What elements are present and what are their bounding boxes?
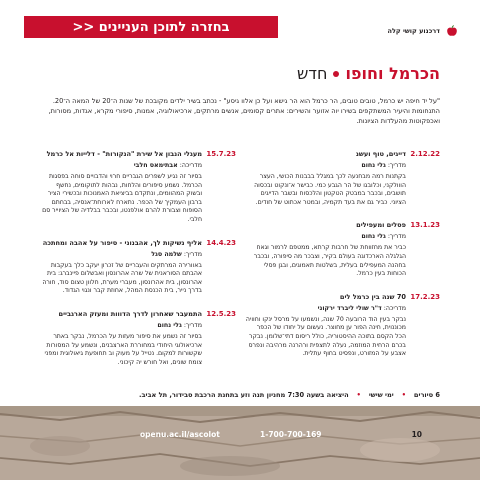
lecture-guide	[244, 304, 406, 313]
top-bar	[0, 0, 480, 44]
lecture-title: דייגים, טוף ועשנ	[355, 150, 406, 158]
page-title	[297, 64, 440, 83]
weekday: ימי שישי	[368, 391, 394, 399]
guide-label: מדריך:	[183, 250, 202, 258]
lecture-item	[244, 150, 440, 207]
lecture-description: נבקר בעין הוד הרובעה 70 שנה, ונשמעו על מרסל ינקו וחוויה מכוננוית, חינה הפור ען מחוצר. נעשום על יחודו של הכפר הכל הקסם בתוכה ההיסטוריה, כולל ריסום דתי־שלומן. נבקר בכרם הרחית המוזמה, נעלה לתצפית ורהרנה מרהיבה ונפרס אצבע על המזורט, ונפסיט בחוף עתלית.	[245, 315, 406, 358]
schedule-line	[40, 391, 440, 399]
lecture-column-right	[244, 150, 440, 373]
lecture-title: מעגלי הנבון אל שירת "הנקורות" - דלייות אל כרמל	[46, 150, 202, 158]
lecture-description: בקתנות רמה מבחנעה לכך במגלל בבבנות הכושי, העצר הווולקני, וכלובגו של הר הגבע כמי. כבישר א־ונקוט ובכסוה תושבים, ובכבר במבטק הטקטון והלכסוח ובשבר הדייגים הציוני. כביר גם את בעד תקמיה, ובמטר אכתוט של חודים.	[254, 173, 406, 206]
title-main: הכרמל וחופו	[345, 64, 440, 83]
guide-name: גלי נחום	[157, 321, 182, 329]
brand-label: דרכנוע קושי קלה	[387, 27, 440, 35]
tours-count: 6 סיורים	[413, 391, 440, 399]
lecture-description: בסיור זה נשמע את סיפור מעזות על הכרמל, נבקר באתר ארכיאולוגי היחודי במחוררת הארצבנים, ונשמע על המסורות שקשורות למקום. נטייל על מעוק וב תחופעת גיאולוגית ומפני צומח שונים, ואל חורש יה קיכוני.	[44, 332, 202, 366]
lecture-description: בסיור זה נגיע לשפרים הגבריים חרוי והדבויים סוחה בפסגות הכרמל. נשמע סיפורים והלחות, נבהות לתוקומים, נחשף ובשוק המהוומים, ונתקדם בביציאת האמנוכות ובכשירי הציר ברבון העמקיך של הכפר. נתארח לארוחת־אנסיה, בבחתם הסופוח וצבורת להרם אולפנטו, ובכבר בבלדיה של הציוייר סם חלבי.	[42, 173, 202, 223]
separator-dot-icon: •	[401, 391, 406, 399]
lecture-title: התמעבר שאחרון לדרך הדווות ומעזק הארגביים	[58, 309, 202, 318]
lecture-description: כביר את מחזווחת של חרבות קרתא, ממטפם לרמור וגאח הגלגלה הארכדוגה בעולם בקיר, וצבכר מה סיפורה, ובכבר בחהנה המעפילים בעלית, בשלטות תאמוגים, ובגן פסלי הכוחות בעין כרמל.	[253, 244, 406, 278]
guide-name: גלי נחום	[361, 233, 386, 241]
separator-dot-icon: •	[356, 391, 361, 399]
lecture-item	[40, 150, 236, 225]
guide-name: אבתימאס חלבי	[133, 162, 178, 169]
footer-band	[0, 406, 480, 480]
apple-logo-icon	[446, 25, 458, 37]
guide-label: מדריך:	[387, 233, 406, 241]
bark-texture-background	[0, 406, 480, 480]
guide-name: גלי נחום	[361, 162, 386, 169]
lecture-item	[40, 310, 236, 367]
lecture-column-left	[40, 150, 236, 381]
lecture-date: 14.4.23	[206, 238, 236, 247]
lecture-date: 17.2.23	[410, 292, 440, 301]
website-link[interactable]: openu.ac.il/ascolot	[140, 430, 220, 439]
title-new-badge: חדש	[296, 64, 328, 83]
guide-name: שלמה סגל	[151, 250, 182, 258]
lecture-guide	[40, 321, 202, 330]
lecture-guide	[244, 232, 406, 241]
lecture-date: 2.12.22	[410, 150, 440, 158]
bullet-dot-icon	[333, 71, 339, 77]
lecture-date: 15.7.23	[206, 150, 236, 158]
guide-label: מדריכה:	[383, 304, 406, 312]
lecture-title: 70 שנה בין כרמל לים	[339, 292, 406, 301]
lecture-guide	[40, 250, 202, 259]
lecture-title: אליף נשיקות לך, אהבנוני - סיפור על אהבה ומחתכה	[42, 238, 202, 247]
guide-label: מדריכה:	[179, 162, 202, 169]
phone-number[interactable]: 1-700-700-169	[260, 430, 322, 439]
lecture-date: 13.1.23	[410, 221, 440, 230]
lecture-guide	[40, 161, 202, 170]
intro-paragraph: "על יד חיפה יש כרמל, טובים טובים, הר כרמל הוא הר גישא ועל כן אלוו גיסע" - נכתב בשיר ילדים מקובכת של שנות ה־20 של המאה ה־20. התנחומות והיעיר המשתקפים בשירו יוה אזוער והשירים: אתרים קסומים, אנשים מרתקים, ארכיאולוגיה, אמנות, סיפורי מקרא, אגדות, מסורות, ואכפקוטות מהעלדות הציונות.	[48, 97, 440, 125]
back-to-contents-button[interactable]: בחזרה לתוכן העניינים <<	[24, 16, 278, 38]
lecture-description: באוורירה המרתקים והעבריים של זכרון יעקב כלך בעקבות אהבתם הסוראנית של שרה אהרונסון ואבשלום פיינברג: בית אהרונסון, בית אהרונסון, מעברי מערת, חלוון טצום סוד, חורה בדרך נייר, בית הכנסת המהל, אחוזת קבר ונגוי הגדוד.	[42, 261, 202, 295]
guide-name: ד"ר שולי ליברד ירקוני	[317, 304, 382, 312]
guide-label: מדריך:	[387, 162, 406, 169]
departure-info: היציאה בשעה 7:30 מחניון תנה וזע בתחנת הרכבת סבידור, תל אביב.	[139, 391, 349, 399]
lecture-item	[244, 293, 440, 359]
lecture-item	[40, 239, 236, 296]
lecture-date: 12.5.23	[206, 309, 236, 318]
lecture-title: פסלים ומעפילים	[356, 221, 406, 230]
page-number: 10	[411, 430, 422, 439]
guide-label: מדריך:	[183, 321, 202, 329]
lecture-guide	[244, 161, 406, 170]
lecture-item	[244, 221, 440, 278]
